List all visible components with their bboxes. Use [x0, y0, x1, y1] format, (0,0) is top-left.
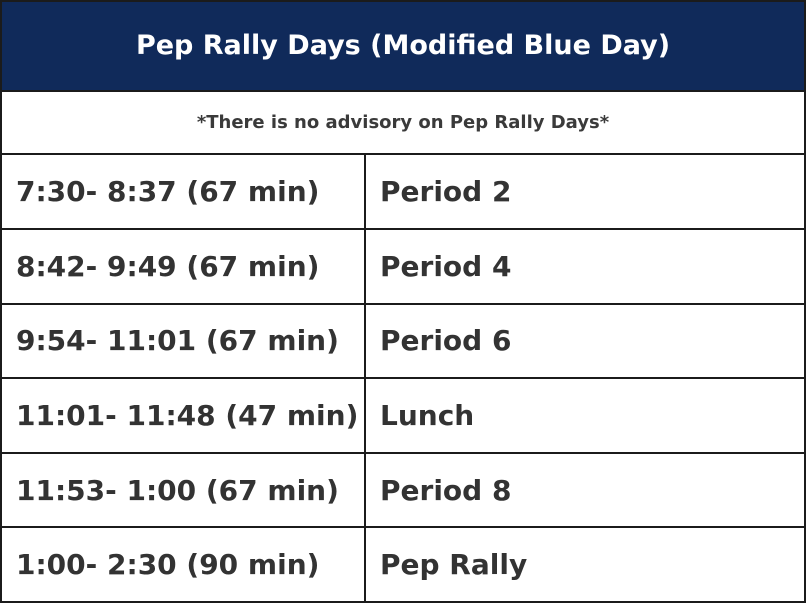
- time-cell: 8:42- 9:49 (67 min): [1, 229, 365, 304]
- schedule-row: [1, 304, 805, 379]
- period-cell: Period 8: [365, 453, 805, 528]
- advisory-note: *There is no advisory on Pep Rally Days*: [1, 91, 805, 154]
- schedule-title: Pep Rally Days (Modified Blue Day): [1, 1, 805, 91]
- period-cell: Period 6: [365, 304, 805, 379]
- period-cell: Period 2: [365, 154, 805, 229]
- schedule-row: [1, 453, 805, 528]
- schedule-row: [1, 378, 805, 453]
- time-cell: 1:00- 2:30 (90 min): [1, 527, 365, 602]
- time-cell: 9:54- 11:01 (67 min): [1, 304, 365, 379]
- schedule-row: [1, 229, 805, 304]
- period-cell: Lunch: [365, 378, 805, 453]
- schedule-row: [1, 527, 805, 602]
- schedule-row: [1, 154, 805, 229]
- period-cell: Pep Rally: [365, 527, 805, 602]
- period-cell: Period 4: [365, 229, 805, 304]
- time-cell: 11:01- 11:48 (47 min): [1, 378, 365, 453]
- title-row: [1, 1, 805, 91]
- time-cell: 11:53- 1:00 (67 min): [1, 453, 365, 528]
- note-row: [1, 91, 805, 154]
- time-cell: 7:30- 8:37 (67 min): [1, 154, 365, 229]
